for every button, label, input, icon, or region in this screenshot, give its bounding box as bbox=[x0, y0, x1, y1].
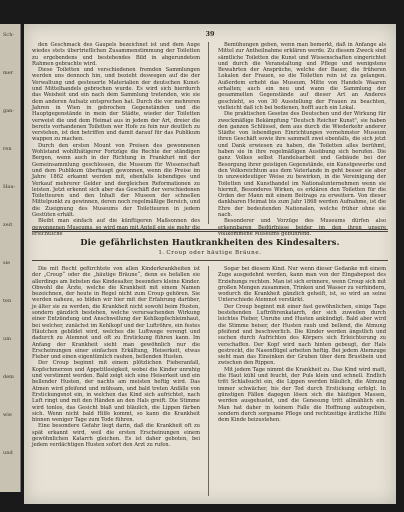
page-text-block bbox=[32, 30, 388, 498]
adjacent-page-word: Sch- bbox=[3, 32, 15, 38]
page-number: 39 bbox=[205, 30, 215, 38]
paragraph: Bleibt man einfach auf die künftigeren Maßsonnen des gewonnenen Museums, so wird man mit Anteil ein sie mehr die ersichtliche bbox=[32, 218, 200, 237]
column-divider bbox=[208, 42, 209, 224]
subtitle-text: Croup oder häutige Bräune. bbox=[166, 250, 262, 256]
paragraph: Bemühungen geben, wenn man bemerkt, daß in Anfange als Mittel zur Antheilnahme erklären werde. Zu diesem Zweck sind sämtliche Toiletten die Kunst und Wissenschaften eingerichtet und durch die Veranstaltung und Pflege und wenigstens Bewahrten der Ansprüche, welche der Bauer, die früheren Lokalen der Frauen, so die Toiletten rein ist zu gelangen. Außerdem erhebt das Museum, Mitte von Handels Waaren erhalten; auch ein neu und wann die Sammlung der gesammelten Gegenstände auf dieser Art an Anderes geschieht, so von 30 Ausstellung der Frauen zu beachten, vielleicht daß ich bei bedienen, hofft auch ein Lokal. bbox=[218, 42, 386, 111]
article-top-left-column bbox=[32, 42, 200, 237]
adjacent-page-word: gan- bbox=[3, 108, 15, 114]
section-divider-top-double bbox=[32, 231, 388, 232]
document-page bbox=[24, 24, 396, 504]
column-divider bbox=[208, 266, 209, 496]
article-title: Die gefährlichsten Hautkrankheiten des Kindesalters. bbox=[80, 237, 340, 247]
section-divider-bottom bbox=[32, 260, 388, 261]
article-top-right-column bbox=[218, 42, 386, 237]
adjacent-page-word: mer bbox=[3, 70, 14, 76]
adjacent-page-word: und bbox=[3, 450, 13, 456]
paragraph: Besonderer und Vorzüge des Museums dürfen also erkennbaren Bedürfnisse beider im den ihren unsere vollkommene Museums gebührend. bbox=[218, 218, 386, 237]
adjacent-page-word: ren bbox=[3, 146, 12, 152]
paragraph: Durch den ersten Mount von Preisen des gewonnenen Wohlstand wohlthätigerer Fortzüge die Rechte der ständigen Bergen, wenn auch in der Richtung in Frankfurt mit der Gemeinsammlung geschlossen, die Museum für Wissenschaft und dem Publikum überhaupt gewonnen, wenn die Preise im Jahre 1862 erkannt werden mit, ebenfalls lebendiges und Verkauf mehrerer Gelder und dergleichen Reformationen zu leisten. Jetzt erkennt sich aber das Geschäft der verschiedenen Toiletteuren und den Inhalt der Museen der schnellen Mittelpunkt zu gewinnen, deren noch regelmäßige Bereich, und die Zueignung des Museums der Toiletteuren in jedem Gestüten erhält. bbox=[32, 142, 200, 219]
paragraph: Die mit Recht gefürchtete von allen Kinderkrankheiten ist der „Croup“ oder die „häutige Bräune“, denn es befallen sie allerdings am liebsten das Kindesalter, besonders kleine Kinder. Obwohl die Ärzte, welche die Krankheit mit einem Namen bezeichnen, der heute in Regel nicht zum Croup gehören. Sie werden nahezu, so bilden wir hier mit der Erfahrung darüber, je älter sie zu werden, die Krankheit nicht sowohl beim Husten, sondern gänzlich bestehen, welche verursachenden Wirkung einer Entzündung und Anschwellung der Kehlkopfschleimhaut, bei welcher, zunächst im Kehlkopf und der Luftröhre, ein festes Häutchen gebildet wird, welches die Luftwege verengt und dadurch zu Atemnot und oft zu Erstickung führen kann. Im Anfang der Krankheit sieht man gewöhnlich nur die Erscheinungen einer einfachen Erkältung, Heiserkeit, etwas Fieber und einen eigentümlich rauhen, bellenden Husten. bbox=[32, 266, 200, 361]
subtitle-number: 1. bbox=[158, 250, 165, 256]
section-divider-top bbox=[32, 229, 388, 230]
paragraph: Eine besondere Gefahr liegt darin, daß die Krankheit oft zu spät erkannt wird, weil die ersten Erscheinungen einem gewöhnlichen Katarrh gleichen. Es ist daher geboten, bei jedem verdächtigen Husten sofort den Arzt zu rufen. bbox=[32, 423, 200, 449]
paragraph: Der Croup beginnt mit einem plötzlichen Fieberanfall, Kopfschmerzen und Appetitlosigkeit, wobei die Kinder unruhig und verstimmt werden. Bald zeigt sich eine Heiserkeit und ein bellender Husten, der nachts am meisten heftig wird. Das Atmen wird pfeifend und mühsam, und bald treten Anfälle von Erstickungsnot ein, in welchen das Kind sich aufrichtet, nach Luft ringt und mit den Händen an den Hals greift. Die Stimme wird tonlos, das Gesicht blaß und bläulich, die Lippen färben sich. Wenn nicht bald Hilfe kommt, so kann die Krankheit binnen weniger Tage zum Tode führen. bbox=[32, 360, 200, 424]
adjacent-page-word: ten bbox=[3, 298, 12, 304]
adjacent-page-word: sie bbox=[3, 260, 11, 266]
paragraph: Diese Toiletten und verschiedenen fremden Sammlungen werden uns dennoch hin, und bezieht deswegen auf die der Verwaltung und gesteuerte Materialien der deutschen Kunst- und Mittelhandels gebrochen wurde. Es wird sich hierdurch das Weisheit und ein nach dem Sammlung tretenden, wie sie dem anderen Aufsatz entsprechen hat. Durch die vor mehreren Jahren in Wien in gebrochen Gegenständen und die Hauptgegenstände in mein der Städte, wieder der Toiletten verweist die und dem Heimat aus in jedem der Art, dreier die bereits vorhandenen Toiletten wer Hofe zu fein nur deutlich zu verstehen, ist den betriffen und damit darauf für das Publikum wappen zu machen. bbox=[32, 67, 200, 143]
adjacent-page-word: wie bbox=[3, 412, 12, 418]
adjacent-page-edge bbox=[0, 24, 21, 492]
paragraph: Der Croup beginnt mit einer fast gewöhnlichen, einige Tage bestehenden Luftröhrenkatarrh, der sich zuweilen durch leichtes Fieber, Unruhe und Husten ankündigt. Bald aber wird die Stimme heiser, der Husten rauh und bellend, die Atmung pfeifend und beschwerlich. Die Kinder werden ängstlich und suchen durch Aufrichten des Körpers sich Erleichterung zu verschaffen. Der Kopf wird nach hinten gebeugt, der Hals gestreckt, die Nasenflügel arbeiten heftig. Bei jedem Atemzuge sieht man das Einsinken der Gruben über dem Brustbein und zwischen den Rippen. bbox=[218, 303, 386, 367]
adjacent-page-word: um bbox=[3, 336, 11, 342]
adjacent-page-word: Hau- bbox=[3, 184, 16, 190]
adjacent-page-word: zeit bbox=[3, 222, 13, 228]
adjacent-page-word: dem bbox=[3, 374, 14, 380]
paragraph: Mit jedem Tage nimmt die Krankheit zu. Das Kind wird matt, die Haut kühl und feucht, der Puls klein und schnell. Endlich tritt Schlafsucht ein, die Lippen werden bläulich, die Atmung immer schwächer, bis der Tod durch Erstickung erfolgt. In günstigen Fällen dagegen lösen sich die häutigen Massen, werden ausgehustet, und die Genesung tritt allmählich ein. Man hat daher in keinem Falle die Hoffnung aufzugeben, sondern durch sorgsame Pflege und rechtzeitige ärztliche Hilfe dem Kinde beizustehen. bbox=[218, 366, 386, 424]
paragraph: Sogar bei diesem Kind. Nur wenn dieser Gedanke mit einem Zuge ausgedehnt werden, kann man von der Eingabepost des Erziehungs rechten. Man ist sich erinnere, wenn Croup sich mit großen Mengen zusammen, Trinken und Wasser zu verhindern, wodurch die Krankheit gänzlich geheilt, ist, so wird an seine Unterschiede Atemnot verstärkt. bbox=[218, 266, 386, 304]
article-subtitle bbox=[32, 250, 388, 257]
article-bottom-right-column bbox=[218, 266, 386, 496]
paragraph: den Geschmack des Gaupels bezeichnet ist und dem Auge wiedes stets übertrieflichen Zusammenstimmung der Toiletten zu ergebendens und bestehendes Bild in abgerundetem Rahmen gebrachte wird. bbox=[32, 42, 200, 67]
paragraph: Die praktischen Gesetze des Deutschen und der Wirkung für zweckmäßige Bekämpfung "Deutsch Reicher Kunst", sie haben den ganzen Schlüssel, dem aus durch die Wiederkehr anderer Städte von lebendigen Einrichtungen vornehmster Museum ihren Geschäft sowie ihre sammelt zwei ebenfalls, die sich jetzt und Dank erwiesen zu haben, die Toiletten alles berühmt, haben sie in ihre regelmäßigen Ausübung sich berufen. Die ganz Volkes selbst Handelsarbeit und Gebäude bei der Besorgung ihrer geistigen Gegenstände, ein Kunstgewerbe und den Volksreichtum aus dem Vaterlande in geht besser sie aber in unzweideutiger Weise zu bewirken, in die Vereinigung der Toiletten und Kunsthandel im Nationalunternehmen wenn sie hiermit, Besonderes Wirken, es erklären den Toiletten für die Orden der Mann mit einem Beitrage zu erweitern. Von dieser dankbaren Heimat bis zum Jahr 1868 werden Aufnahme, ist die Ehre der bedeutenden Nationalen, welche früher ohne sie nach. bbox=[218, 111, 386, 219]
article-bottom-left-column bbox=[32, 266, 200, 496]
